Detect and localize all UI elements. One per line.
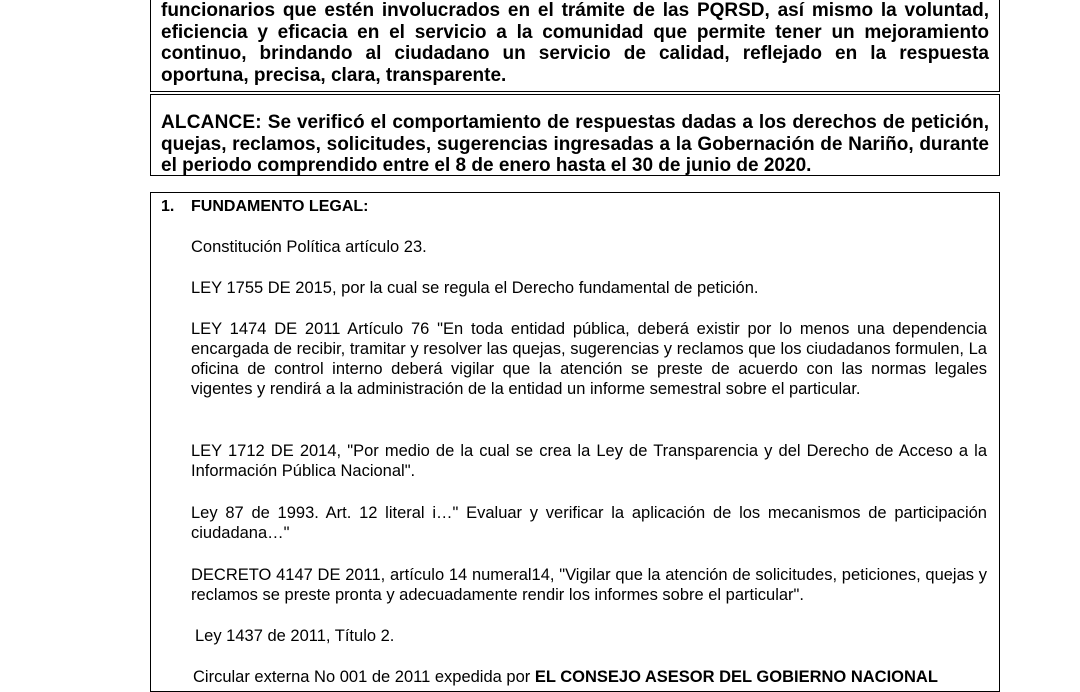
legal-item: Ley 87 de 1993. Art. 12 literal i…" Evaluar y verificar la aplicación de los mecanismos de participación ciudadana…" bbox=[191, 504, 987, 542]
objective-box bbox=[150, 0, 1000, 92]
scope-text: Se verificó el comportamiento de respuestas dadas a los derechos de petición, quejas, reclamos, solicitudes, sugerencias ingresadas a la Gobernación de Nariño, durante el periodo comprendido entre el 8 de enero hasta el 30 de junio de 2020. bbox=[161, 112, 990, 176]
legal-item: DECRETO 4147 DE 2011, artículo 14 numeral14, "Vigilar que la atención de solicitudes, peticiones, quejas y reclamos se preste pronta y adecuadamente rendir los informes sobre el particular". bbox=[191, 566, 987, 604]
section-number: 1. bbox=[161, 198, 175, 215]
scope-label: ALCANCE: bbox=[161, 112, 262, 133]
legal-heading bbox=[161, 197, 368, 217]
scope-box bbox=[150, 94, 1000, 176]
legal-basis-box bbox=[150, 192, 1000, 692]
objective-text: funcionarios que estén involucrados en el trámite de las PQRSD, así mismo la voluntad, eficiencia y eficacia en el servicio a la comunidad que permite tener un mejoramiento continuo, brindando al ciudadano un servicio de calidad, reflejado en la respuesta oportuna, precisa, clara, transparente. bbox=[161, 0, 989, 86]
legal-item: Constitución Política artículo 23. bbox=[191, 238, 427, 256]
legal-item: LEY 1755 DE 2015, por la cual se regula el Derecho fundamental de petición. bbox=[191, 279, 759, 297]
circular-issuer: EL CONSEJO ASESOR DEL GOBIERNO NACIONAL bbox=[534, 668, 938, 686]
circular-prefix: Circular externa No 001 de 2011 expedida por bbox=[193, 668, 531, 686]
legal-item: LEY 1712 DE 2014, "Por medio de la cual se crea la Ley de Transparencia y del Derecho de Acceso a la Información Pública Nacional". bbox=[191, 442, 987, 480]
legal-item-circular bbox=[193, 667, 987, 687]
legal-item: LEY 1474 DE 2011 Artículo 76 "En toda entidad pública, deberá existir por lo menos una dependencia encargada de recibir, tramitar y resolver las quejas, sugerencias y reclamos que los ciudadanos formulen, La oficina de control interno deberá vigilar que la atención se preste de acuerdo con las normas legales vigentes y rendirá a la administración de la entidad un informe semestral sobre el particular. bbox=[191, 320, 987, 398]
section-title: FUNDAMENTO LEGAL: bbox=[191, 198, 369, 215]
scope-paragraph bbox=[161, 112, 989, 177]
legal-item: Ley 1437 de 2011, Título 2. bbox=[195, 627, 395, 645]
